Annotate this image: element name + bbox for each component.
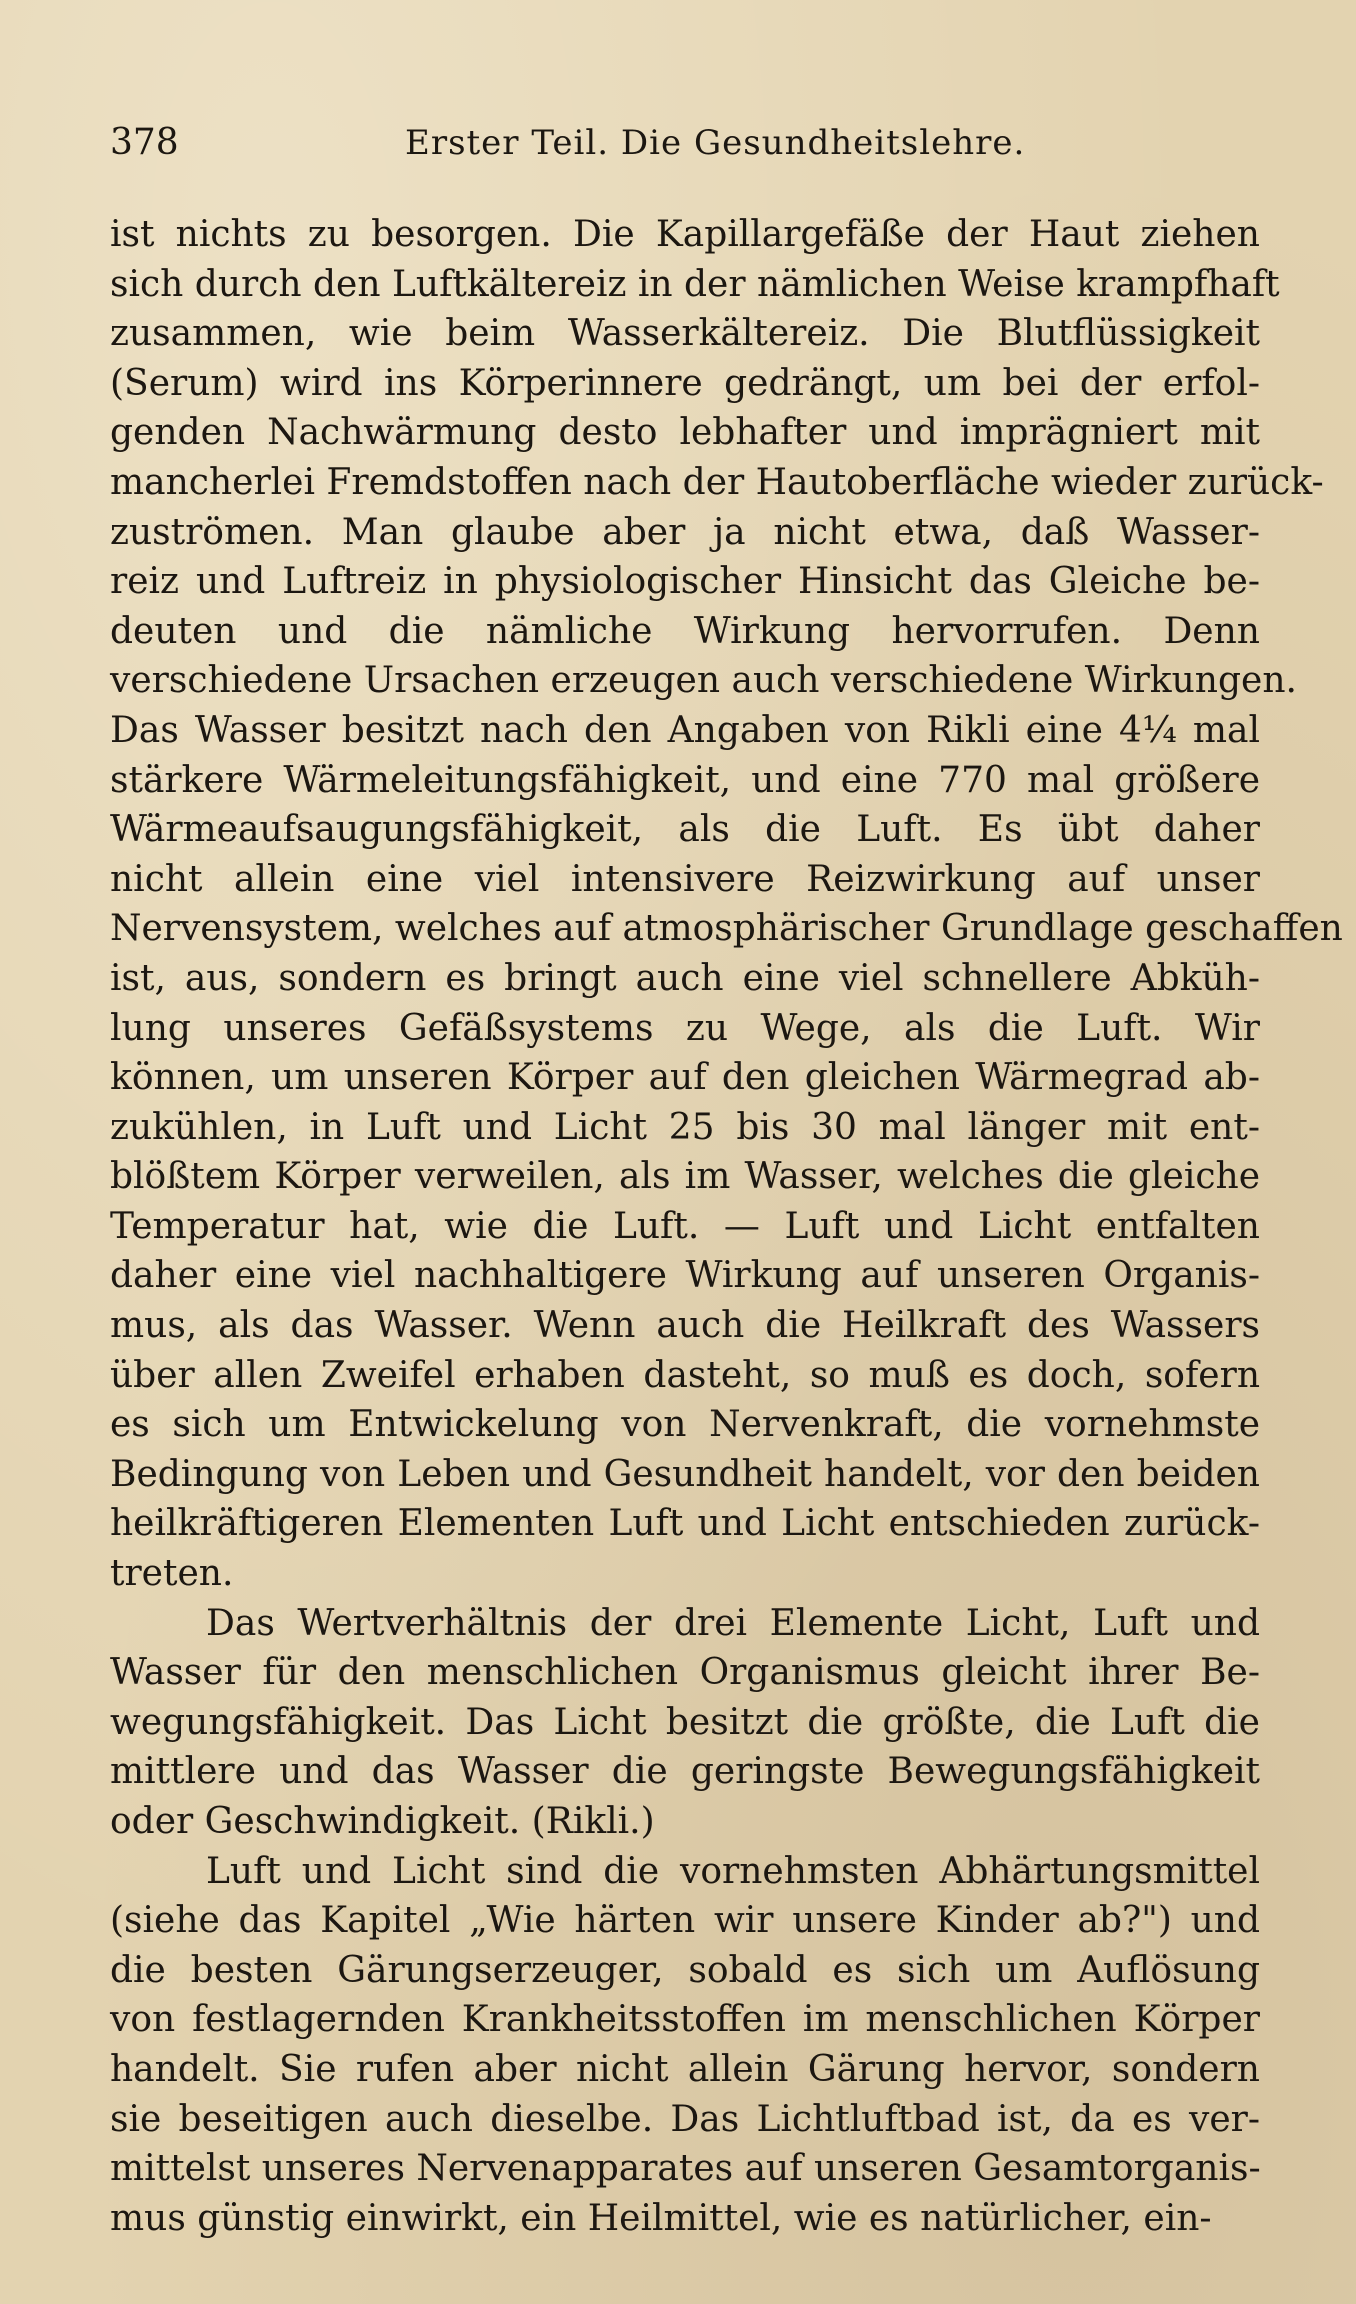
text-line: oder Geschwindigkeit. (Rikli.) bbox=[110, 1801, 655, 1842]
text-line: deuten und die nämliche Wirkung hervorrufen. Denn bbox=[110, 610, 1260, 652]
text-line: Nervensystem, welches auf atmosphärischer Grundlage geschaffen bbox=[110, 908, 1343, 950]
text-line: handelt. Sie rufen aber nicht allein Gärung hervor, sondern bbox=[110, 2048, 1260, 2090]
text-line: sich durch den Luftkältereiz in der nämlichen Weise krampfhaft bbox=[110, 263, 1280, 305]
text-line: reiz und Luftreiz in physiologischer Hinsicht das Gleiche be- bbox=[110, 561, 1260, 603]
text-line: zukühlen, in Luft und Licht 25 bis 30 mal länger mit ent- bbox=[110, 1106, 1260, 1148]
paragraph bbox=[110, 1599, 1260, 1847]
text-line: stärkere Wärmeleitungsfähigkeit, und eine 770 mal größere bbox=[110, 759, 1260, 801]
text-line: daher eine viel nachhaltigere Wirkung auf unseren Organis- bbox=[110, 1255, 1260, 1297]
text-line: mus, als das Wasser. Wenn auch die Heilkraft des Wassers bbox=[110, 1305, 1260, 1347]
text-line: mus günstig einwirkt, ein Heilmittel, wie es natürlicher, ein- bbox=[110, 2197, 1212, 2239]
text-line: nicht allein eine viel intensivere Reizwirkung auf unser bbox=[110, 858, 1260, 900]
running-title: Erster Teil. Die Gesundheitslehre. bbox=[405, 123, 1026, 163]
text-line: zuströmen. Man glaube aber ja nicht etwa, daß Wasser- bbox=[110, 511, 1260, 553]
text-line: lung unseres Gefäßsystems zu Wege, als die Luft. Wir bbox=[110, 1007, 1260, 1049]
text-line: wegungsfähigkeit. Das Licht besitzt die größte, die Luft die bbox=[110, 1701, 1260, 1743]
text-line: treten. bbox=[110, 1553, 234, 1595]
text-line: Temperatur hat, wie die Luft. — Luft und Licht entfalten bbox=[110, 1205, 1260, 1247]
text-line: Bedingung von Leben und Gesundheit handelt, vor den beiden bbox=[110, 1453, 1260, 1495]
text-line: über allen Zweifel erhaben dasteht, so muß es doch, sofern bbox=[110, 1354, 1260, 1396]
text-line: (siehe das Kapitel „Wie härten wir unsere Kinder ab?") und bbox=[110, 1900, 1260, 1942]
text-line: heilkräftigeren Elementen Luft und Licht entschieden zurück- bbox=[110, 1503, 1260, 1545]
text-line: Das Wertverhältnis der drei Elemente Licht, Luft und bbox=[206, 1602, 1260, 1644]
text-line: können, um unseren Körper auf den gleichen Wärmegrad ab- bbox=[110, 1057, 1260, 1099]
text-line: mittlere und das Wasser die geringste Bewegungsfähigkeit bbox=[110, 1751, 1260, 1793]
text-line: (Serum) wird ins Körperinnere gedrängt, um bei der erfol- bbox=[110, 362, 1260, 404]
text-line: Das Wasser besitzt nach den Angaben von Rikli eine 4¼ mal bbox=[110, 709, 1260, 751]
text-line: Wasser für den menschlichen Organismus gleicht ihrer Be- bbox=[110, 1652, 1260, 1694]
text-line: blößtem Körper verweilen, als im Wasser, welches die gleiche bbox=[110, 1156, 1260, 1198]
paragraph bbox=[110, 210, 1343, 1599]
text-line: verschiedene Ursachen erzeugen auch verschiedene Wirkungen. bbox=[110, 660, 1297, 702]
running-head bbox=[110, 118, 1260, 168]
text-line: genden Nachwärmung desto lebhafter und imprägniert mit bbox=[110, 412, 1260, 454]
text-line: die besten Gärungserzeuger, sobald es sich um Auflösung bbox=[110, 1949, 1260, 1991]
body-text bbox=[110, 210, 1343, 2243]
page-number: 378 bbox=[110, 122, 179, 163]
text-line: Luft und Licht sind die vornehmsten Abhärtungsmittel bbox=[206, 1850, 1260, 1892]
text-line: mancherlei Fremdstoffen nach der Hautoberfläche wieder zurück- bbox=[110, 461, 1324, 503]
text-line: zusammen, wie beim Wasserkältereiz. Die Blutflüssigkeit bbox=[110, 313, 1260, 355]
text-line: ist nichts zu besorgen. Die Kapillargefäße der Haut ziehen bbox=[110, 214, 1260, 255]
text-line: von festlagernden Krankheitsstoffen im menschlichen Körper bbox=[110, 1999, 1260, 2041]
text-line: mittelst unseres Nervenapparates auf unseren Gesamtorganis- bbox=[110, 2148, 1261, 2190]
text-line: ist, aus, sondern es bringt auch eine viel schnellere Abküh- bbox=[110, 957, 1260, 999]
text-line: Wärmeaufsaugungsfähigkeit, als die Luft. Es übt daher bbox=[110, 809, 1260, 851]
text-line: es sich um Entwickelung von Nervenkraft, die vornehmste bbox=[110, 1404, 1260, 1446]
text-line: sie beseitigen auch dieselbe. Das Lichtluftbad ist, da es ver- bbox=[110, 2098, 1260, 2140]
paragraph bbox=[110, 1847, 1260, 2244]
